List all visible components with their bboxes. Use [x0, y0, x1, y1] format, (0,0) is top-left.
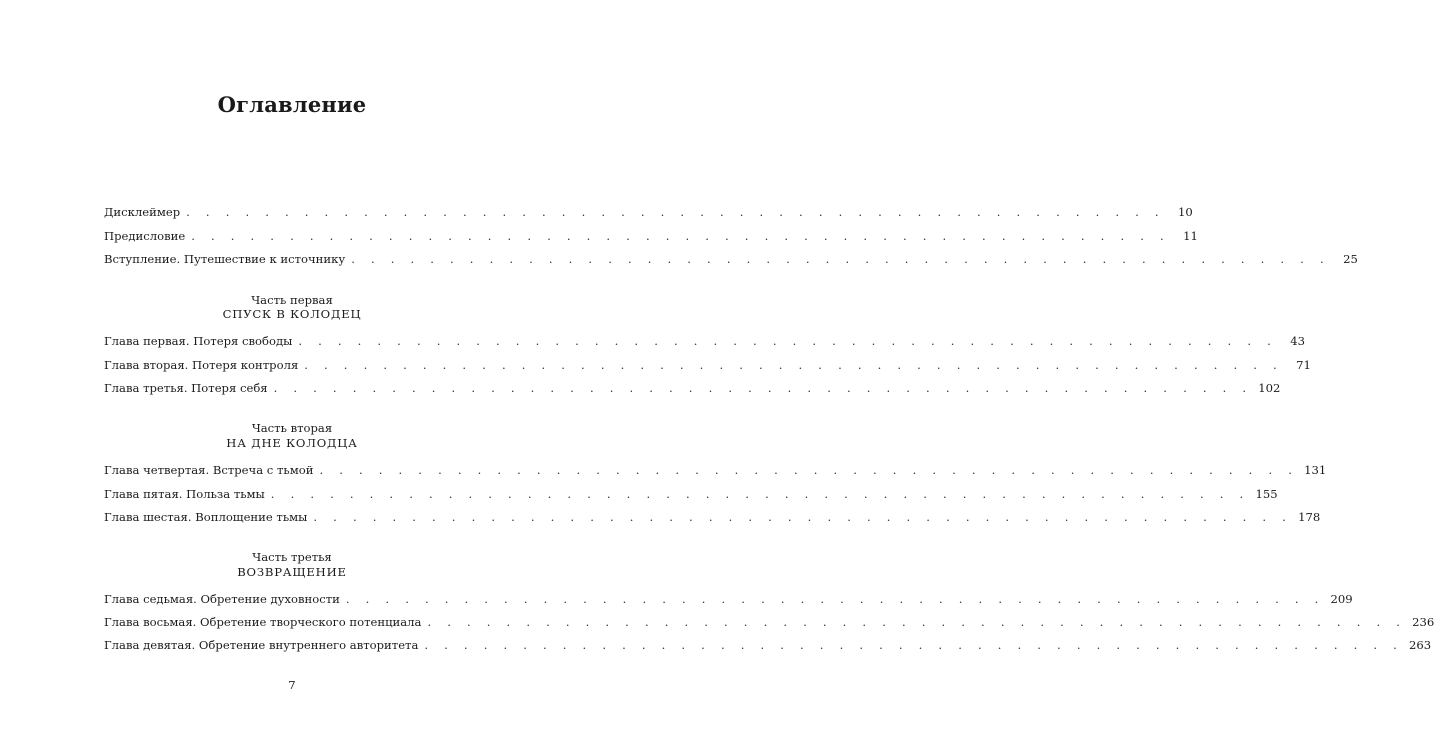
toc-entry-title: Глава девятая. Обретение внутреннего авторитета: [104, 638, 419, 652]
dot-leader: . . . . . . . . . . . . . . . . . . . . . . . . . . . . . . . . . . . . . . . . . . . . . . . . . .: [345, 592, 1325, 606]
part-label: Часть первая: [251, 293, 333, 307]
toc-entry-page: 10: [1178, 205, 1193, 219]
toc-entry-page: 209: [1330, 592, 1353, 606]
dot-leader: . . . . . . . . . . . . . . . . . . . . . . . . . . . . . . . . . . . . . . . . . . . . . . . . . .: [191, 229, 1170, 243]
dot-leader: . . . . . . . . . . . . . . . . . . . . . . . . . . . . . . . . . . . . . . . . . . . . . . . . . .: [319, 463, 1299, 477]
toc-entry[interactable]: [104, 460, 1327, 480]
toc-entry-page: 236: [1412, 615, 1434, 629]
toc-entry-page: 71: [1296, 358, 1311, 372]
toc-entry[interactable]: [104, 355, 1311, 375]
toc-entry-page: 25: [1343, 252, 1358, 266]
toc-entry-page: 102: [1258, 381, 1281, 395]
toc-entry-page: 11: [1183, 229, 1198, 243]
toc-entry[interactable]: [104, 589, 1353, 609]
dot-leader: . . . . . . . . . . . . . . . . . . . . . . . . . . . . . . . . . . . . . . . . . . . . . . . . . .: [273, 381, 1253, 395]
toc-entry-page: 178: [1298, 510, 1321, 524]
toc-entry[interactable]: [104, 249, 1358, 269]
toc-entry-title: Глава восьмая. Обретение творческого потенциала: [104, 615, 422, 629]
dot-leader: . . . . . . . . . . . . . . . . . . . . . . . . . . . . . . . . . . . . . . . . . . . . . . . . . .: [313, 510, 1293, 524]
toc-entry[interactable]: [104, 331, 1305, 351]
toc-entry[interactable]: [104, 378, 1281, 398]
toc-entry-page: 43: [1290, 334, 1305, 348]
toc-entry-title: Глава седьмая. Обретение духовности: [104, 592, 340, 606]
part-title: СПУСК В КОЛОДЕЦ: [222, 307, 362, 321]
toc-entry-title: Глава первая. Потеря свободы: [104, 334, 293, 348]
dot-leader: . . . . . . . . . . . . . . . . . . . . . . . . . . . . . . . . . . . . . . . . . . . . . . . . . .: [304, 358, 1283, 372]
dot-leader: . . . . . . . . . . . . . . . . . . . . . . . . . . . . . . . . . . . . . . . . . . . . . . . . . .: [427, 615, 1407, 629]
part-title: НА ДНЕ КОЛОДЦА: [226, 436, 358, 450]
toc-entry[interactable]: [104, 635, 1432, 655]
dot-leader: . . . . . . . . . . . . . . . . . . . . . . . . . . . . . . . . . . . . . . . . . . . . . . . . . .: [270, 487, 1250, 501]
dot-leader: . . . . . . . . . . . . . . . . . . . . . . . . . . . . . . . . . . . . . . . . . . . . . . . . . .: [298, 334, 1277, 348]
toc-entry-title: Предисловие: [104, 229, 186, 243]
dot-leader: . . . . . . . . . . . . . . . . . . . . . . . . . . . . . . . . . . . . . . . . . . . . . . . . . .: [351, 252, 1330, 266]
page-title: Оглавление: [217, 92, 367, 117]
toc-entry-title: Глава третья. Потеря себя: [104, 381, 268, 395]
toc-entry-title: Дисклеймер: [104, 205, 181, 219]
dot-leader: . . . . . . . . . . . . . . . . . . . . . . . . . . . . . . . . . . . . . . . . . . . . . . . . . .: [424, 638, 1404, 652]
toc-entry-title: Глава шестая. Воплощение тьмы: [104, 510, 308, 524]
toc-entry[interactable]: [104, 202, 1193, 222]
toc-entry[interactable]: [104, 484, 1278, 504]
toc-entry[interactable]: [104, 507, 1321, 527]
toc-entry-title: Глава вторая. Потеря контроля: [104, 358, 299, 372]
toc-entry-title: Вступление. Путешествие к источнику: [104, 252, 346, 266]
dot-leader: . . . . . . . . . . . . . . . . . . . . . . . . . . . . . . . . . . . . . . . . . . . . . . . . . .: [186, 205, 1165, 219]
part-label: Часть вторая: [251, 421, 333, 435]
part-label: Часть третья: [252, 550, 332, 564]
toc-entry[interactable]: [104, 226, 1198, 246]
page-number: 7: [288, 678, 296, 692]
toc-entry[interactable]: [104, 612, 1434, 632]
toc-entry-title: Глава пятая. Польза тьмы: [104, 487, 265, 501]
part-title: ВОЗВРАЩЕНИЕ: [237, 565, 347, 579]
toc-entry-page: 131: [1304, 463, 1327, 477]
toc-entry-page: 263: [1409, 638, 1432, 652]
toc-entry-title: Глава четвертая. Встреча с тьмой: [104, 463, 314, 477]
toc-entry-page: 155: [1255, 487, 1278, 501]
